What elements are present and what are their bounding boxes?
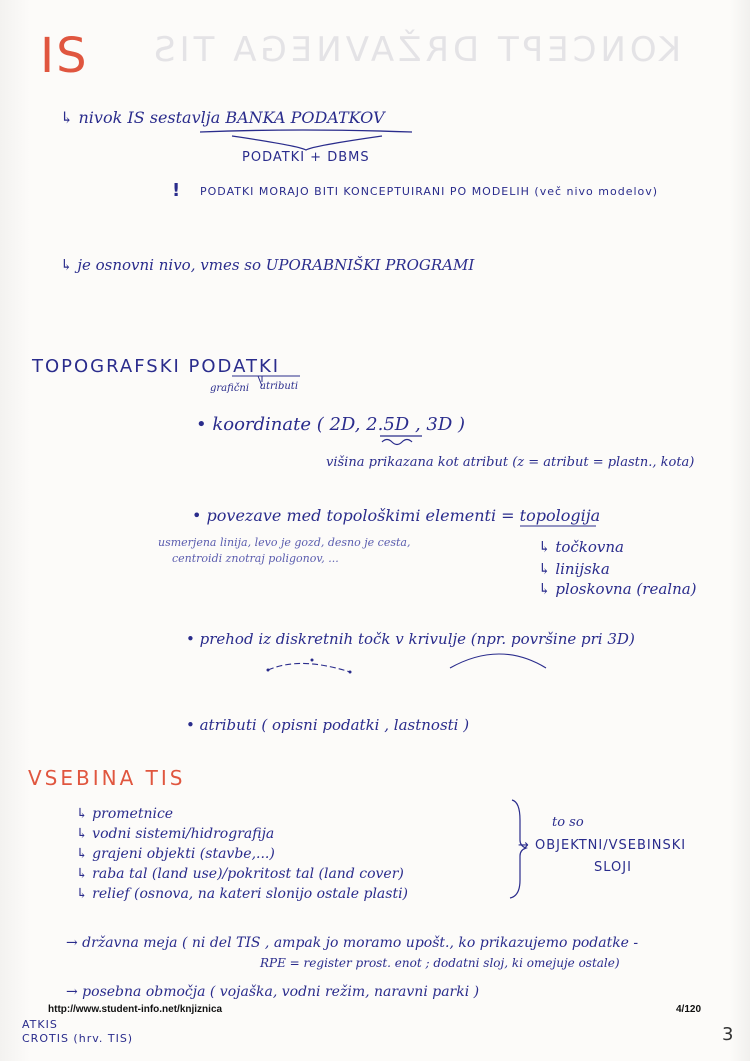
- topo-sub-left: grafični: [210, 383, 250, 394]
- page-title: IS: [40, 28, 89, 84]
- coordinates-line: • koordinate ( 2D, 2.5D , 3D ): [196, 414, 466, 435]
- content-item-roads: ↳ prometnice: [76, 806, 174, 822]
- arc-dot-3: [349, 671, 352, 674]
- note-special-areas: → posebna območja ( vojaška, vodni režim, naravni parki ): [66, 984, 480, 1000]
- content-item-landuse: ↳ raba tal (land use)/pokritost tal (land cover): [76, 866, 404, 882]
- bleed-through-text: KONCEPT DRŽAVNEGA TIS: [150, 30, 682, 70]
- links-line: • povezave med topološkimi elementi = topologija: [192, 506, 601, 525]
- note-state-border-cont: RPE = register prost. enot ; dodatni sloj, ki omejuje ostale): [260, 956, 620, 970]
- brace-note-mid: → OBJEKTNI/VSEBINSKI: [518, 838, 687, 853]
- intro-line-1: ↳ nivok IS sestavlja BANKA PODATKOV: [60, 108, 385, 127]
- footer-url[interactable]: http://www.student-info.net/knjiznica: [48, 1004, 223, 1015]
- content-item-buildings: ↳ grajeni objekti (stavbe,...): [76, 846, 275, 862]
- arc-dot-1: [267, 669, 270, 672]
- intro-line-3: PODATKI MORAJO BITI KONCEPTUIRANI PO MODELIH (več nivo modelov): [200, 185, 659, 198]
- transition-line: • prehod iz diskretnih točk v krivulje (npr. površine pri 3D): [186, 630, 635, 648]
- content-item-water: ↳ vodni sistemi/hidrografija: [76, 826, 275, 842]
- footer-page-count: 4/120: [676, 1004, 702, 1015]
- page-number: 3: [722, 1024, 734, 1045]
- links-note-2: centroidi znotraj poligonov, ...: [172, 552, 339, 565]
- smooth-arc: [450, 654, 546, 668]
- topology-item-point: ↳ točkovna: [538, 538, 624, 556]
- section-heading-vsebina: VSEBINA TIS: [28, 766, 186, 790]
- content-item-relief: ↳ relief (osnova, na kateri slonijo ostale plasti): [76, 886, 409, 902]
- split-arrow: [258, 376, 262, 386]
- intro-line-4: ↳ je osnovni nivo, vmes so UPORABNIŠKI PROGRAMI: [60, 256, 475, 274]
- brace-note-bot: SLOJI: [594, 860, 632, 875]
- coordinates-note: višina prikazana kot atribut (z = atribut = plastn., kota): [326, 455, 695, 470]
- intro-line-2: PODATKI + DBMS: [242, 150, 370, 165]
- dotted-arc: [268, 663, 350, 672]
- section-heading-topo: TOPOGRAFSKI PODATKI: [32, 356, 281, 377]
- important-mark: !: [172, 180, 181, 201]
- underline-banka: [200, 130, 412, 132]
- topology-item-line: ↳ linijska: [538, 560, 610, 578]
- bottom-note-crotis: CROTIS (hrv. TIS): [22, 1032, 134, 1045]
- bottom-note-atkis: ATKIS: [22, 1018, 58, 1031]
- links-note-1: usmerjena linija, levo je gozd, desno je cesta,: [158, 536, 411, 549]
- brace-banka: [232, 136, 382, 150]
- content-brace: [510, 800, 526, 898]
- arc-dot-2: [311, 659, 314, 662]
- brace-note-top: to so: [552, 815, 584, 830]
- attributes-line: • atributi ( opisni podatki , lastnosti ): [186, 716, 470, 734]
- note-state-border: → državna meja ( ni del TIS , ampak jo moramo upošt., ko prikazujemo podatke -: [66, 935, 639, 951]
- topo-sub-right: atributi: [260, 381, 299, 392]
- topology-item-area: ↳ ploskovna (realna): [538, 580, 697, 598]
- wave-2-5d: [382, 440, 412, 445]
